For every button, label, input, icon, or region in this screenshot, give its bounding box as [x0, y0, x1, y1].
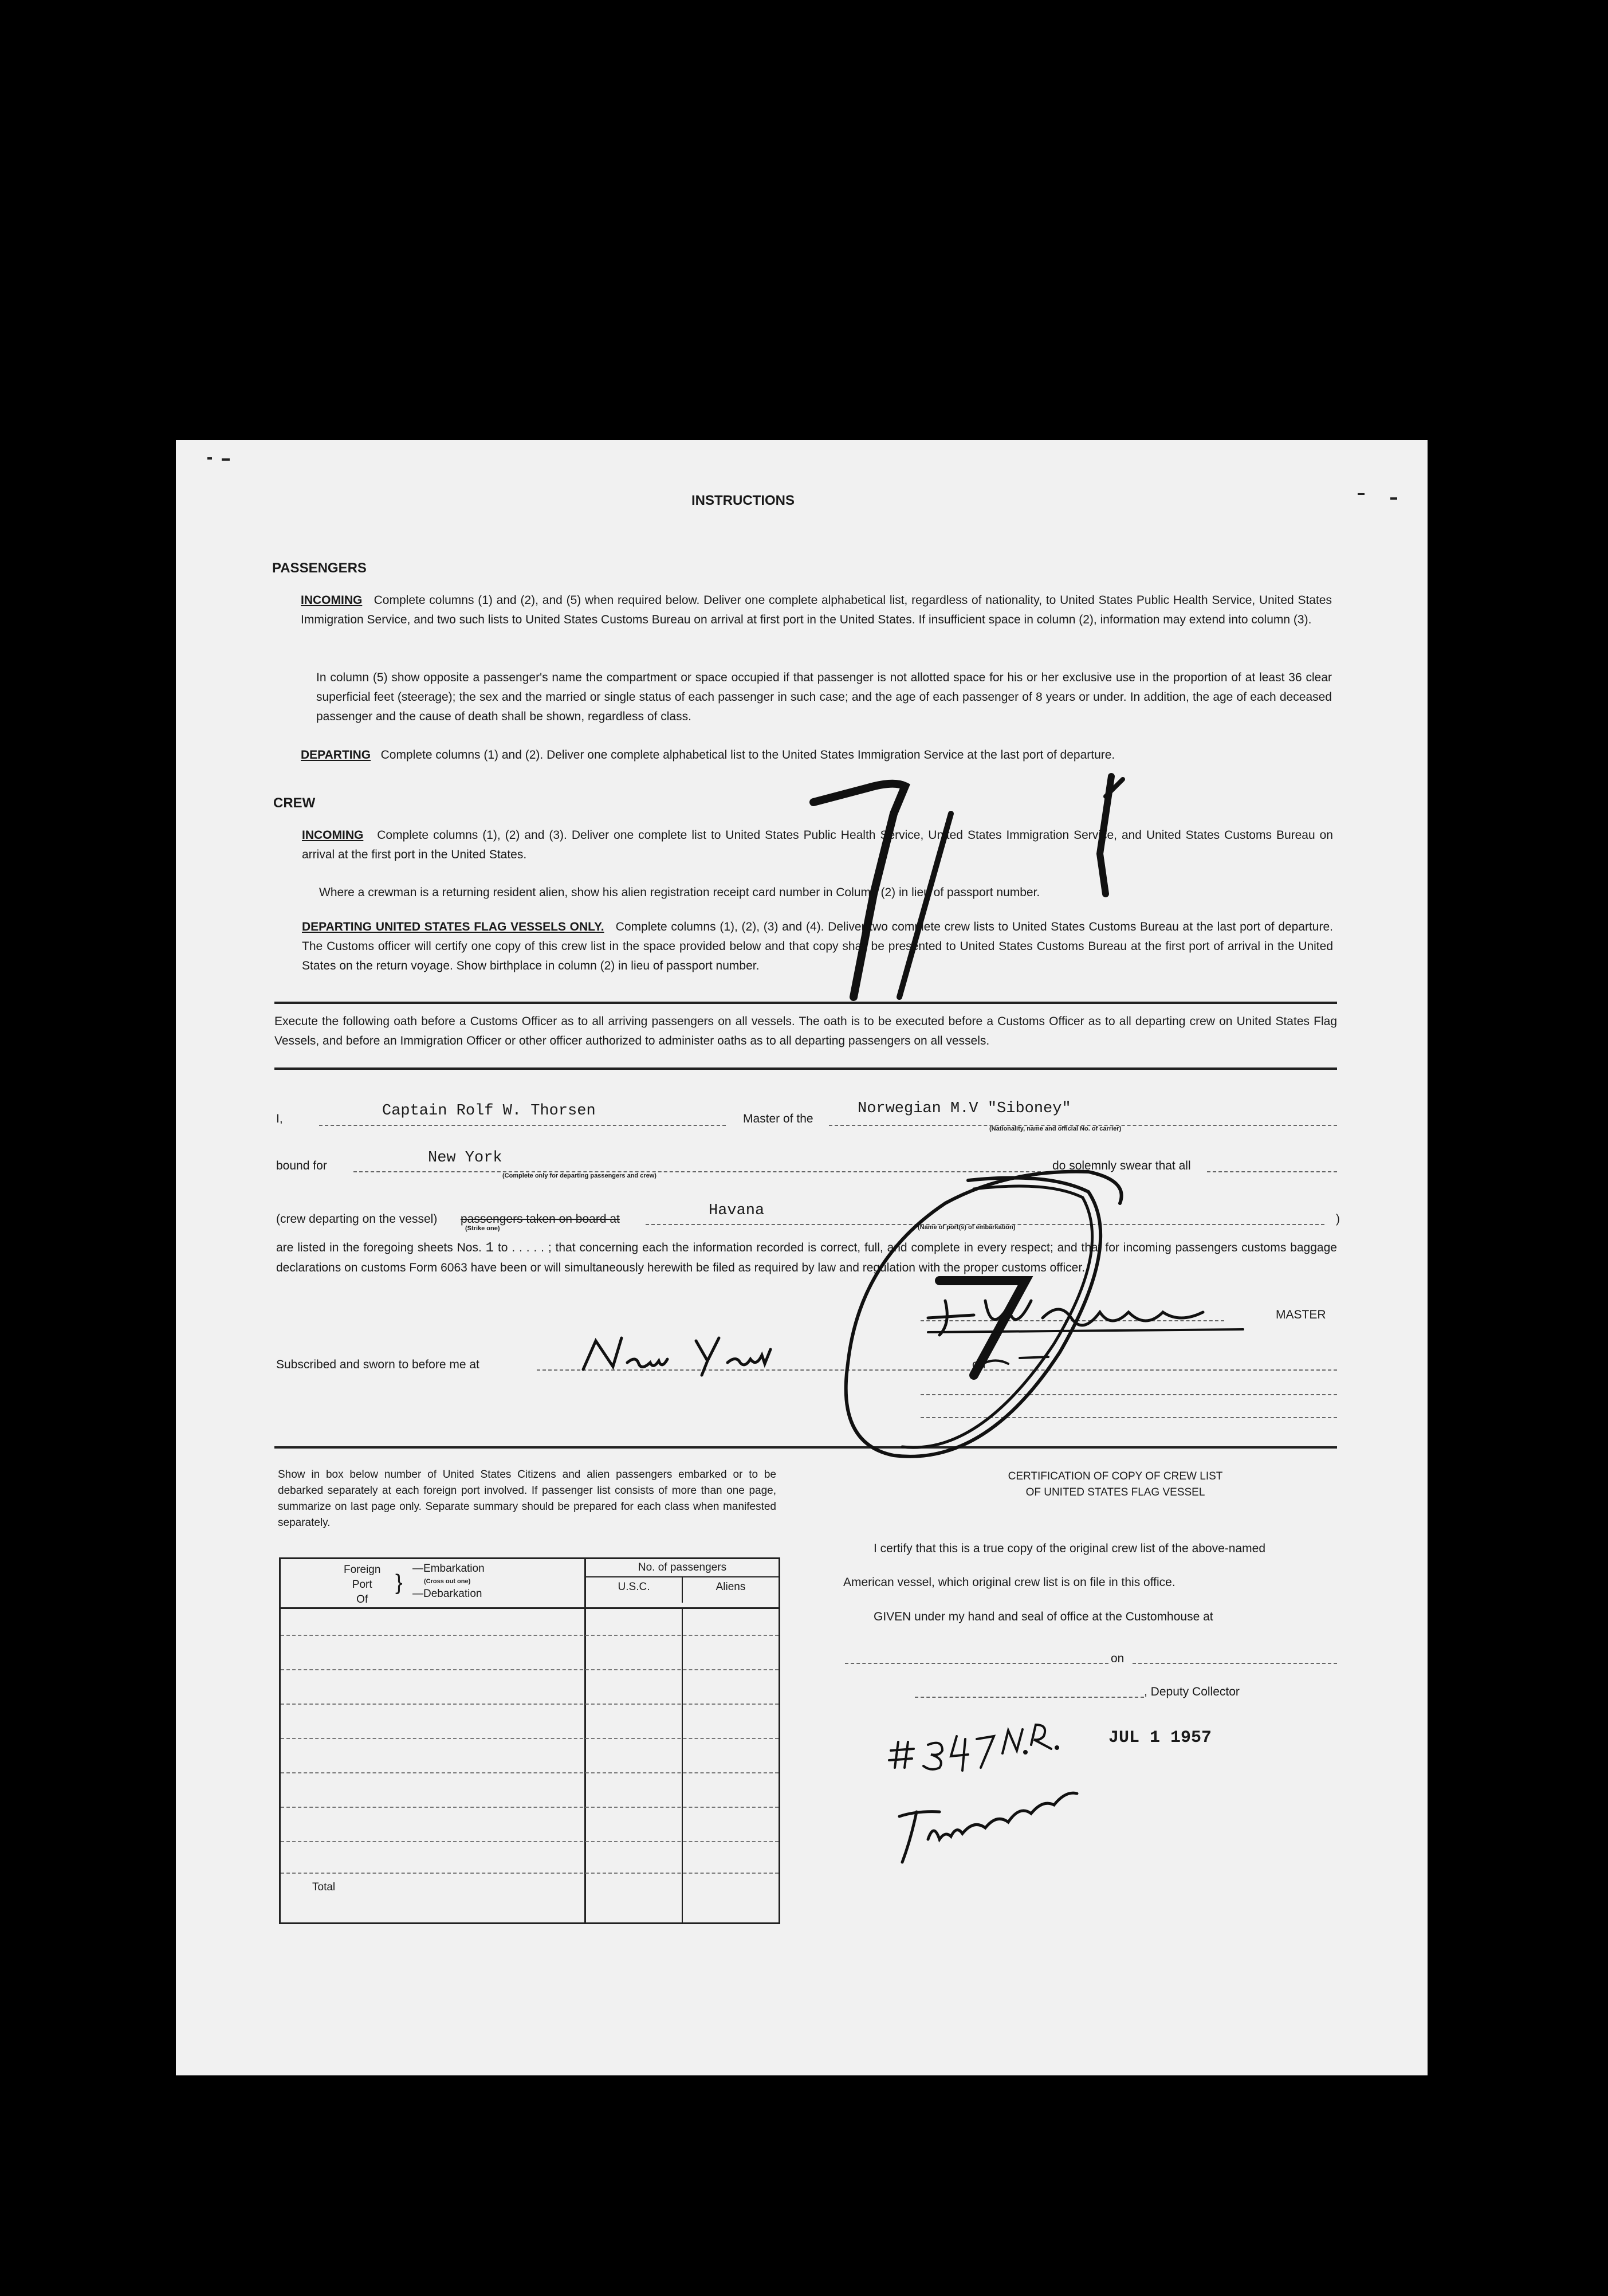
incoming-label: INCOMING [301, 594, 363, 607]
sworn-on-label: on [972, 1358, 986, 1371]
usc-label: U.S.C. [586, 1577, 683, 1603]
embark-port[interactable]: Havana [709, 1202, 765, 1219]
oath-i-label: I, [276, 1112, 283, 1125]
sheets-paragraph: are listed in the foregoing sheets Nos. 1 to . . . . . ; that concerning each the information recorded is correct, full, and complete in every respect; and that for incoming passengers customs baggage declarations on customs Form 6063 have been or will simultaneously herewith be filed as required by law and regulation with the proper customs officer. [276, 1241, 1337, 1274]
col-port-1: Foreign [344, 1564, 381, 1576]
vessel-name[interactable]: Norwegian M.V "Siboney" [858, 1100, 1071, 1117]
embarkation-label: —Embarkation [412, 1563, 485, 1575]
sheet-from[interactable]: 1 [485, 1241, 494, 1256]
sheets-label: are listed in the foregoing sheets Nos. [276, 1241, 482, 1254]
strike-note: (Strike one) [465, 1225, 500, 1232]
aliens-label: Aliens [715, 1581, 746, 1593]
col-port-2: Port [352, 1579, 372, 1591]
struck-passengers-option: passengers taken on board at [461, 1212, 620, 1226]
sworn-place-handwriting [583, 1338, 770, 1375]
crew-departing-label: DEPARTING UNITED STATES FLAG VESSELS ONLY. [302, 920, 604, 933]
bound-for-value[interactable]: New York [428, 1149, 502, 1167]
sheets-rest: ; that concerning each the information recorded is correct, full, and complete in every respect; and that for incoming passengers customs baggage declarations on customs Form 6063 have been or will simultaneously herewith be filed as required by law and regulation with the proper customs officer. [276, 1241, 1337, 1274]
debarkation-label: —Debarkation [412, 1588, 482, 1600]
crew-departing-option: (crew departing on the vessel) [276, 1212, 438, 1226]
col-port-3: Of [356, 1594, 368, 1606]
master-name[interactable]: Captain Rolf W. Thorsen [382, 1102, 596, 1120]
crew-incoming-text: Complete columns (1), (2) and (3). Deliver one complete list to United States Public Health Service, United States Immigration Service, and United States Customs Bureau on arrival at the first port in the United States. [302, 829, 1333, 861]
date-stamp: JUL 1 1957 [1108, 1728, 1212, 1748]
to-label: to [497, 1241, 508, 1254]
big-number-handwriting [813, 776, 1123, 997]
cert-line-2: American vessel, which original crew list is on file in this office. [843, 1576, 1175, 1589]
incoming-text: Complete columns (1) and (2), and (5) when required below. Deliver one complete alphabetical list, regardless of nationality, to United States Public Health Service, United States Immigration Service, and two such lists to United States Customs Bureau on arrival at first port in the United States. If insufficient space in column (2), information may extend into column (3). [301, 594, 1332, 626]
deputy-label: , Deputy Collector [1144, 1685, 1240, 1698]
crew-incoming-label: INCOMING [302, 829, 364, 842]
bound-for-label: bound for [276, 1159, 327, 1172]
vessel-note: (Nationality, name and official No. of carrier) [989, 1125, 1122, 1132]
total-label: Total [312, 1881, 336, 1894]
bound-note: (Complete only for departing passengers and crew) [502, 1172, 656, 1179]
sworn-date-handwriting [985, 1357, 1048, 1364]
crew-departing-text: Complete columns (1), (2), (3) and (4). Deliver two complete crew lists to United States Customs Bureau at the last port of departure. The Customs officer will certify one copy of this crew list in the space provided below and that copy shall be presented to United States Customs Bureau at the first port of arrival in the United States on the return voyage. Show birthplace in column (2) in lieu of passport number. [302, 920, 1333, 972]
brace: } [395, 1571, 403, 1595]
oath-intro: Execute the following oath before a Customs Officer as to all arriving passengers on all vessels. The oath is to be executed before a Customs Officer as to all departing crew on United States Flag Vessels, and before an Immigration Officer or other officer authorized to administer oaths as to all departing passengers on all vessels. [274, 1015, 1337, 1047]
circled-seven-handwriting [846, 1172, 1122, 1457]
cross-out-note: (Cross out one) [424, 1578, 471, 1585]
swear-label: do solemnly swear that all [1052, 1159, 1191, 1172]
page-title: INSTRUCTIONS [691, 493, 795, 508]
handwritten-name [899, 1793, 1077, 1862]
departing-label: DEPARTING [301, 748, 371, 762]
master-of-label: Master of the [743, 1112, 813, 1125]
summary-instructions: Show in box below number of United States Citizens and alien passengers embarked or to be debarked separately at each foreign port involved. If passenger list consists of more than one page, summarize on last page only. Separate summary should be prepared for each class when manifested separately. [278, 1469, 776, 1529]
cert-on-label: on [1111, 1652, 1125, 1665]
embark-note: (Name of port(s) of embarkation) [918, 1224, 1016, 1231]
passengers-heading: PASSENGERS [272, 560, 367, 576]
cert-line-1: I certify that this is a true copy of the original crew list of the above-named [874, 1542, 1265, 1555]
crew-heading: CREW [273, 795, 316, 811]
passengers-column5: In column (5) show opposite a passenger's name the compartment or space occupied if that passenger is not allotted space for his or her exclusive use in the proportion of at least 36 clear superficial feet (steerage); the sex and the married or single status of each passenger in such case; and the age of each passenger of 8 years or under. In addition, the age of each deceased passenger and the cause of death shall be shown, regardless of class. [316, 671, 1332, 723]
cert-heading-2: OF UNITED STATES FLAG VESSEL [1025, 1486, 1205, 1498]
subscribed-label: Subscribed and sworn to before me at [276, 1358, 479, 1371]
crew-resident: Where a crewman is a returning resident alien, show his alien registration receipt card number in Column (2) in lieu of passport number. [319, 886, 1040, 899]
close-paren: ) [1336, 1212, 1340, 1226]
num-passengers-label: No. of passengers [586, 1559, 779, 1577]
master-label: MASTER [1276, 1308, 1326, 1321]
cert-heading-1: CERTIFICATION OF COPY OF CREW LIST [1008, 1470, 1223, 1482]
departing-text: Complete columns (1) and (2). Deliver one complete alphabetical list to the United States Immigration Service at the last port of departure. [380, 748, 1115, 762]
cert-line-3: GIVEN under my hand and seal of office at the Customhouse at [874, 1610, 1213, 1623]
master-signature [928, 1301, 1243, 1335]
handwritten-id [889, 1725, 1058, 1771]
